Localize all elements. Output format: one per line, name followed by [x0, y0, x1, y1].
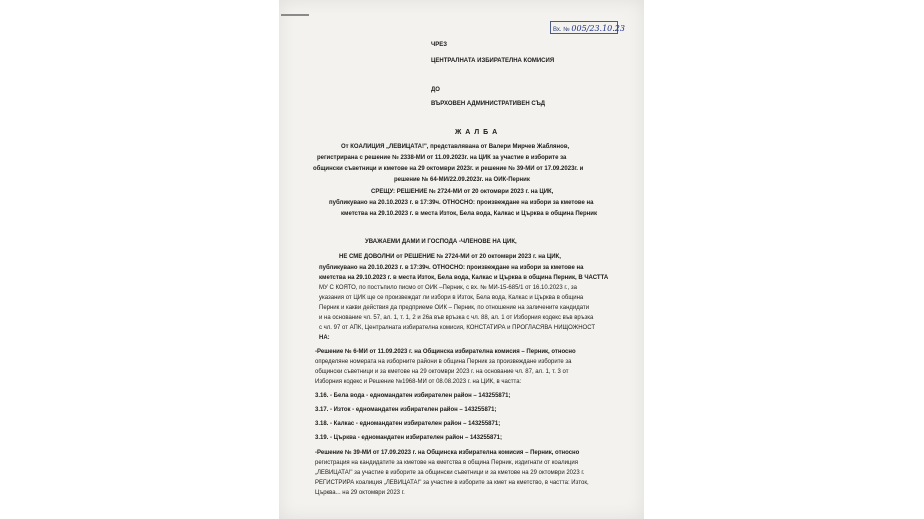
- item-tsarkva: 3.19. - Църква - едномандатен избирателен район – 143255871;: [315, 435, 503, 441]
- body-line-7: и на основание чл. 57, ал. 1, т. 1, 2 и 26а във връзка с чл. 88, ал. 1 от Изборния кодекс във връзка: [319, 315, 594, 321]
- item-kalkas: 3.18. - Калкас - едномандатен избирателен район – 143255871;: [315, 421, 501, 427]
- from-line-1: От КОАЛИЦИЯ „ЛЕВИЦАТА!", представлявана от Валери Мирчев Жаблянов,: [341, 144, 570, 150]
- against-line-1: СРЕЩУ: РЕШЕНИЕ № 2724-МИ от 20 октомври 2023 г. на ЦИК,: [371, 189, 554, 195]
- document-title: Ж А Л Б А: [455, 129, 499, 136]
- incoming-stamp: [550, 21, 625, 34]
- against-line-2: публикувано на 20.10.2023 г. в 17:39ч. ОТНОСНО: произвеждане на избори за кметове на: [329, 200, 594, 206]
- decision39-line-3: „ЛЕВИЦАТА!" за участие в изборите за общински съветници и за кметове на 29 октомври 2023 г.: [315, 470, 585, 476]
- item-bela-voda: 3.16. - Бела вода - едномандатен избирателен район – 143255871;: [315, 393, 511, 399]
- body-line-9: НА:: [319, 335, 330, 341]
- from-line-4: решение № 64-МИ/22.09.2023г. на ОИК-Перник: [394, 177, 530, 183]
- decision6-line-2: определяне номерата на изборните райони в община Перник за произвеждане изборите за: [315, 359, 572, 365]
- decision6-line-4: Изборния кодекс и Решение №1968-МИ от 08.08.2023 г. на ЦИК, в частта:: [315, 379, 522, 385]
- decision39-line-2: регистрация на кандидатите за кметове на кметства в община Перник, издигнати от коалиция: [315, 460, 578, 466]
- against-line-3: кметства на 29.10.2023 г. в места Изток, Бела вода, Калкас и Църква в община Перник: [341, 211, 597, 217]
- decision39-line-1: -Решение № 39-МИ от 17.09.2023 г. на Общинска избирателна комисия – Перник, относно: [315, 450, 580, 456]
- salutation: УВАЖАЕМИ ДАМИ И ГОСПОДА -ЧЛЕНОВЕ НА ЦИК,: [365, 239, 517, 245]
- to-label: ДО: [431, 87, 440, 93]
- decision39-line-4: РЕГИСТРИРА коалиция „ЛЕВИЦАТА!" за участие в изборите за кмет на кметство, в частта: Изток,: [315, 480, 589, 486]
- from-line-3: общински съветници и кметове на 29 октомври 2023г. и решение № 39-МИ от 17.09.2023г. и: [313, 166, 584, 172]
- decision6-line-1: -Решение № 6-МИ от 11.09.2023 г. на Общинска избирателна комисия – Перник, относно: [315, 349, 576, 355]
- stamp-prefix: Вх. №: [553, 27, 570, 33]
- body-line-5: указания от ЦИК ще се произвеждат ли избори в Изток, Бела вода, Калкас и Църква в община: [319, 295, 584, 301]
- body-line-1: НЕ СМЕ ДОВОЛНИ от РЕШЕНИЕ № 2724-МИ от 20 октомври 2023 г. на ЦИК,: [339, 254, 561, 260]
- decision39-line-5: Църква... на 29 октомври 2023 г.: [315, 490, 405, 496]
- body-line-3: кметства на 29.10.2023 г. в места Изток, Бела вода, Калкас и Църква в община Перник, В ЧАСТТА: [319, 275, 609, 281]
- from-line-2: регистрирана с решение № 2338-МИ от 11.09.2023г. на ЦИК за участие в изборите за: [317, 155, 567, 161]
- body-line-6: Перник и какви действия да предприеме ОИК – Перник, по отношение на заличените кандидати: [319, 305, 590, 311]
- body-line-2: публикувано на 20.10.2023 г. в 17:39ч. ОТНОСНО: произвеждане на избори за кметове на: [319, 265, 584, 271]
- body-line-4: МУ С КОЯТО, по постъпило писмо от ОИК –Перник, с вх. № МИ-15-685/1 от 16.10.2023 г., за: [319, 285, 577, 291]
- item-iztok: 3.17. - Изток - едномандатен избирателен район – 143255871;: [315, 407, 497, 413]
- decision6-line-3: общински съветници и за кметове на 29 октомври 2023 г. на основание чл. 87, ал. 1, т. 3 от: [315, 369, 569, 375]
- body-line-8: с чл. 97 от АПК, Централната избирателна комисия, КОНСТАТИРА и ПРОГЛАСЯВА НИЩОЖНОСТ: [319, 325, 595, 331]
- document-page: [279, 0, 644, 519]
- cik-recipient: ЦЕНТРАЛНАТА ИЗБИРАТЕЛНА КОМИСИЯ: [431, 58, 555, 64]
- court-recipient: ВЪРХОВЕН АДМИНИСТРАТИВЕН СЪД: [431, 101, 546, 107]
- scan-mark: [281, 14, 309, 16]
- stamp-number: 005/23.10.23: [571, 24, 625, 33]
- via-label: ЧРЕЗ: [431, 42, 447, 48]
